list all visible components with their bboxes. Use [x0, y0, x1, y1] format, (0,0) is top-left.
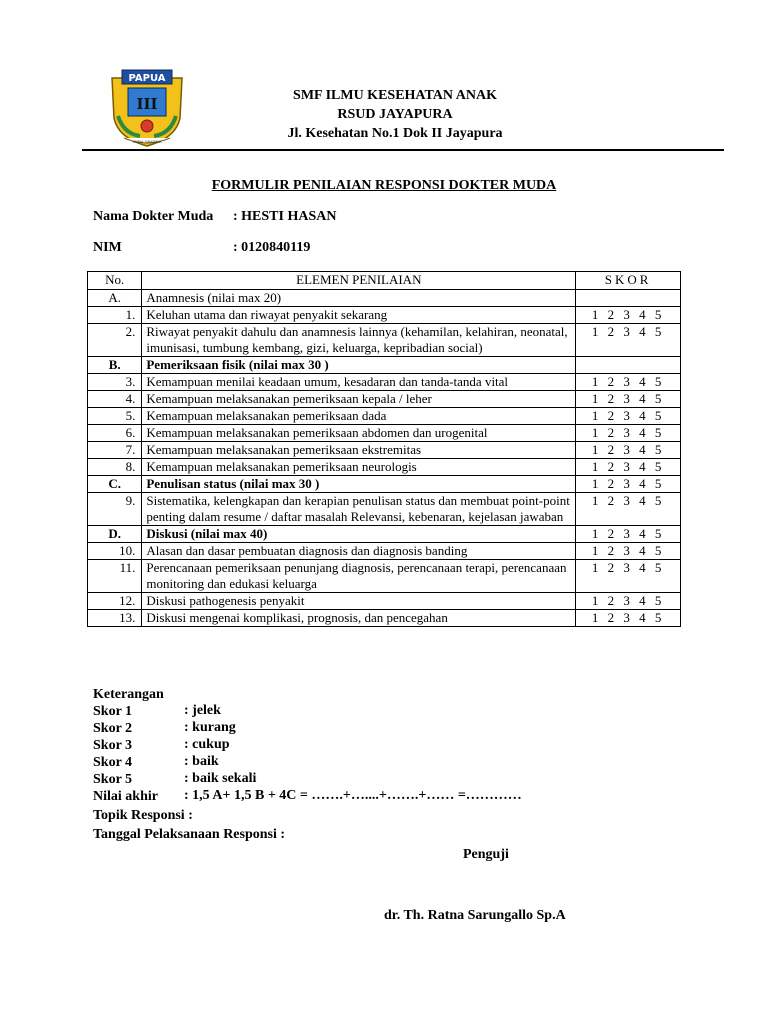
note-label: Skor 5 — [93, 772, 133, 787]
row-score-scale: 1 2 3 4 5 — [576, 610, 681, 627]
row-score-scale: 1 2 3 4 5 — [576, 593, 681, 610]
row-number: 10. — [88, 543, 142, 560]
row-element-text: Kemampuan melaksanakan pemeriksaan dada — [142, 408, 576, 425]
nim-value: : 0120840119 — [233, 240, 311, 255]
row-number: D. — [88, 526, 142, 543]
table-header-row — [88, 272, 681, 290]
row-score-scale: 1 2 3 4 5 — [576, 459, 681, 476]
row-score-scale: 1 2 3 4 5 — [576, 543, 681, 560]
note-value: : 1,5 A+ 1,5 B + 4C = …….+…....+…….+…… =………… — [184, 788, 522, 803]
header-skor: SKOR — [576, 272, 681, 290]
table-row — [88, 526, 681, 543]
row-element-text: Kemampuan melaksanakan pemeriksaan kepala / leher — [142, 391, 576, 408]
table-row — [88, 324, 681, 357]
note-label: Skor 4 — [93, 755, 133, 770]
row-element-text: Kemampuan melaksanakan pemeriksaan abdomen dan urogenital — [142, 425, 576, 442]
table-row — [88, 560, 681, 593]
note-value: : jelek — [184, 703, 221, 718]
note-value: : baik — [184, 754, 219, 769]
table-row — [88, 442, 681, 459]
row-number: 9. — [88, 493, 142, 526]
table-row — [88, 493, 681, 526]
table-row — [88, 425, 681, 442]
table-row — [88, 357, 681, 374]
name-value: : HESTI HASAN — [233, 209, 337, 224]
row-score-scale: 1 2 3 4 5 — [576, 425, 681, 442]
row-number: 3. — [88, 374, 142, 391]
tanggal-pelaksanaan-label: Tanggal Pelaksanaan Responsi : — [93, 827, 286, 842]
row-score-scale: 1 2 3 4 5 — [576, 307, 681, 324]
table-row — [88, 290, 681, 307]
row-score-scale: 1 2 3 4 5 — [576, 560, 681, 593]
header-line-hospital: RSUD JAYAPURA — [337, 107, 453, 122]
table-row — [88, 476, 681, 493]
note-label: Skor 1 — [93, 704, 133, 719]
row-element-text: Kemampuan menilai keadaan umum, kesadaran dan tanda-tanda vital — [142, 374, 576, 391]
svg-text:PAPUA: PAPUA — [128, 73, 166, 84]
papua-emblem-logo — [104, 68, 190, 148]
note-label: Nilai akhir — [93, 789, 158, 804]
row-element-text: Kemampuan melaksanakan pemeriksaan neurologis — [142, 459, 576, 476]
notes-title: Keterangan — [93, 687, 164, 702]
row-element-text: Sistematika, kelengkapan dan kerapian penulisan status dan membuat point-point penting dalam resume / daftar masalah Relevansi, kebenaran, kejelasan jawaban — [142, 493, 576, 526]
table-row — [88, 610, 681, 627]
note-label: Skor 3 — [93, 738, 133, 753]
assessment-table — [87, 271, 681, 627]
row-score-scale: 1 2 3 4 5 — [576, 442, 681, 459]
row-score-scale: 1 2 3 4 5 — [576, 324, 681, 357]
table-row — [88, 307, 681, 324]
row-element-text: Penulisan status (nilai max 30 ) — [142, 476, 576, 493]
table-row — [88, 543, 681, 560]
nim-label: NIM — [93, 240, 122, 255]
topik-responsi-label: Topik Responsi : — [93, 808, 193, 823]
signatory-name: dr. Th. Ratna Sarungallo Sp.A — [384, 908, 566, 923]
row-number: 13. — [88, 610, 142, 627]
row-number: 5. — [88, 408, 142, 425]
row-element-text: Diskusi (nilai max 40) — [142, 526, 576, 543]
table-row — [88, 459, 681, 476]
row-score-scale: 1 2 3 4 5 — [576, 476, 681, 493]
note-value: : kurang — [184, 720, 236, 735]
row-score-scale: 1 2 3 4 5 — [576, 391, 681, 408]
row-score-scale: 1 2 3 4 5 — [576, 374, 681, 391]
row-element-text: Diskusi pathogenesis penyakit — [142, 593, 576, 610]
header-line-address: Jl. Kesehatan No.1 Dok II Jayapura — [287, 126, 503, 141]
row-element-text: Anamnesis (nilai max 20) — [142, 290, 576, 307]
row-number: 4. — [88, 391, 142, 408]
svg-text:III: III — [136, 95, 158, 113]
row-score-scale — [576, 357, 681, 374]
header-divider — [82, 149, 724, 151]
svg-text:KARYA SWADAYA: KARYA SWADAYA — [132, 140, 162, 144]
row-element-text: Kemampuan melaksanakan pemeriksaan ekstremitas — [142, 442, 576, 459]
note-value: : baik sekali — [184, 771, 257, 786]
row-number: 8. — [88, 459, 142, 476]
row-score-scale: 1 2 3 4 5 — [576, 526, 681, 543]
row-element-text: Perencanaan pemeriksaan penunjang diagnosis, perencanaan terapi, perencanaan monitoring dan edukasi keluarga — [142, 560, 576, 593]
row-number: 11. — [88, 560, 142, 593]
row-element-text: Keluhan utama dan riwayat penyakit sekarang — [142, 307, 576, 324]
row-score-scale: 1 2 3 4 5 — [576, 493, 681, 526]
row-score-scale — [576, 290, 681, 307]
name-label: Nama Dokter Muda — [93, 209, 214, 224]
table-row — [88, 408, 681, 425]
table-row — [88, 374, 681, 391]
penguji-label: Penguji — [463, 847, 509, 862]
row-number: 7. — [88, 442, 142, 459]
header-line-dept: SMF ILMU KESEHATAN ANAK — [293, 88, 497, 103]
note-value: : cukup — [184, 737, 230, 752]
row-score-scale: 1 2 3 4 5 — [576, 408, 681, 425]
row-number: 1. — [88, 307, 142, 324]
row-element-text: Riwayat penyakit dahulu dan anamnesis lainnya (kehamilan, kelahiran, neonatal, imunisasi, tumbung kembang, gizi, keluarga, kepribadian social) — [142, 324, 576, 357]
header-no: No. — [88, 272, 142, 290]
row-number: 6. — [88, 425, 142, 442]
row-number: C. — [88, 476, 142, 493]
row-number: 12. — [88, 593, 142, 610]
row-number: A. — [88, 290, 142, 307]
row-element-text: Alasan dan dasar pembuatan diagnosis dan diagnosis banding — [142, 543, 576, 560]
row-number: B. — [88, 357, 142, 374]
table-row — [88, 593, 681, 610]
form-title: FORMULIR PENILAIAN RESPONSI DOKTER MUDA — [211, 178, 557, 193]
note-label: Skor 2 — [93, 721, 133, 736]
header-elemen: ELEMEN PENILAIAN — [142, 272, 576, 290]
row-element-text: Diskusi mengenai komplikasi, prognosis, dan pencegahan — [142, 610, 576, 627]
table-row — [88, 391, 681, 408]
row-number: 2. — [88, 324, 142, 357]
row-element-text: Pemeriksaan fisik (nilai max 30 ) — [142, 357, 576, 374]
